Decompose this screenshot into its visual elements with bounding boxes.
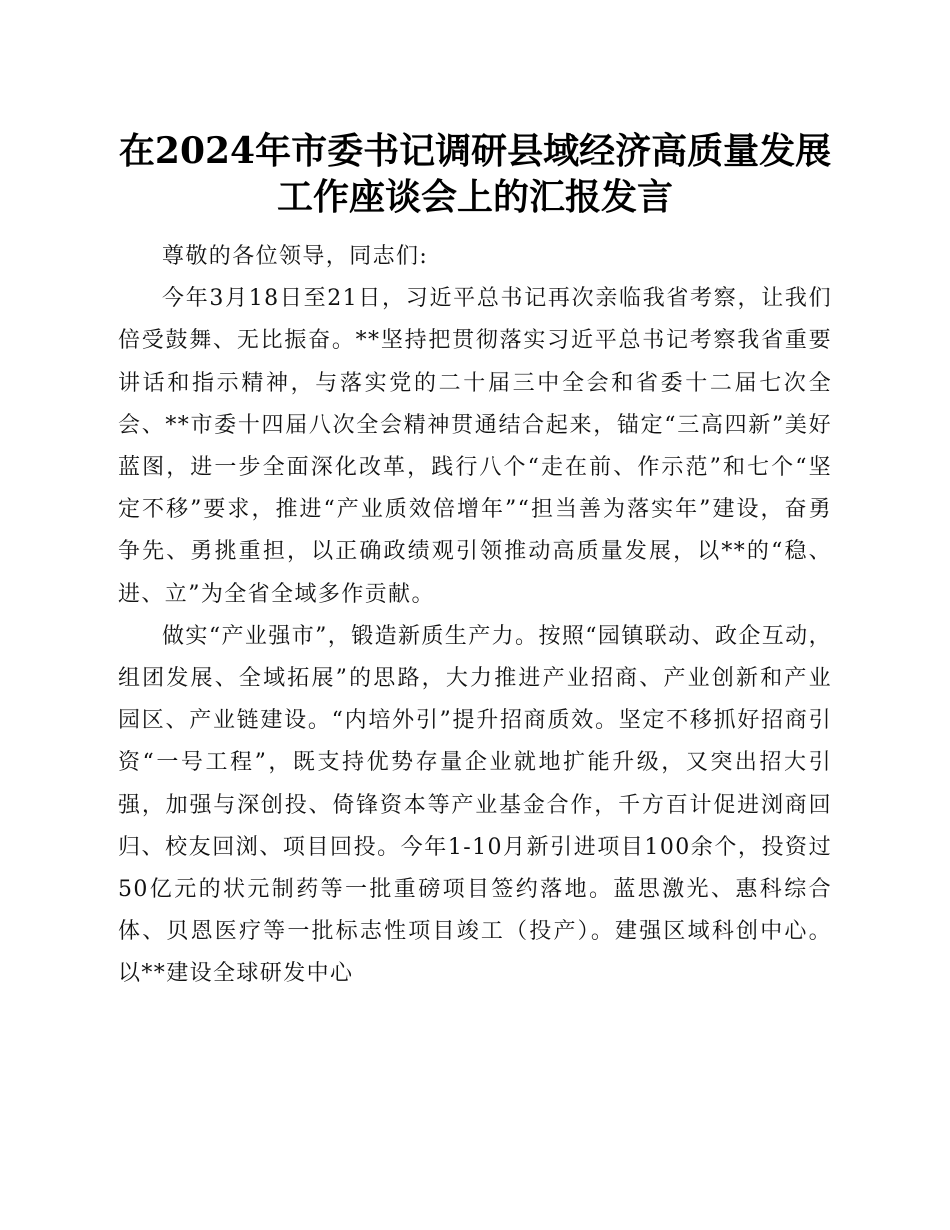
body-paragraph-2: 做实“产业强市”，锻造新质生产力。按照“园镇联动、政企互动，组团发展、全域拓展”的思路，大力推进产业招商、产业创新和产业园区、产业链建设。“内培外引”提升招商质效。坚定不移抓好招商引资“一号工程”，既支持优势存量企业就地扩能升级，又突出招大引强，加强与深创投、倚锋资本等产业基金合作，千方百计促进浏商回归、校友回浏、项目回投。今年1-10月新引进项目100余个，投资过50亿元的状元制药等一批重磅项目签约落地。蓝思激光、惠科综合体、贝恩医疗等一批标志性项目竣工（投产）。建强区域科创中心。以**建设全球研发中心 (118, 623, 832, 987)
document-body (118, 236, 832, 996)
greeting-paragraph: 尊敬的各位领导，同志们: (162, 244, 429, 269)
body-paragraph-1: 今年3月18日至21日，习近平总书记再次亲临我省考察，让我们倍受鼓舞、无比振奋。**坚持把贯彻落实习近平总书记考察我省重要讲话和指示精神，与落实党的二十届三中全会和省委十二届七次全会、**市委十四届八次全会精神贯通结合起来，锚定“三高四新”美好蓝图，进一步全面深化改革，践行八个“走在前、作示范”和七个“坚定不移”要求，推进“产业质效倍增年”“担当善为落实年”建设，奋勇争先、勇挑重担，以正确政绩观引领推动高质量发展，以**的“稳、进、立”为全省全域多作贡献。 (118, 286, 832, 607)
document-title: 在2024年市委书记调研县域经济高质量发展工作座谈会上的汇报发言 (118, 130, 832, 218)
